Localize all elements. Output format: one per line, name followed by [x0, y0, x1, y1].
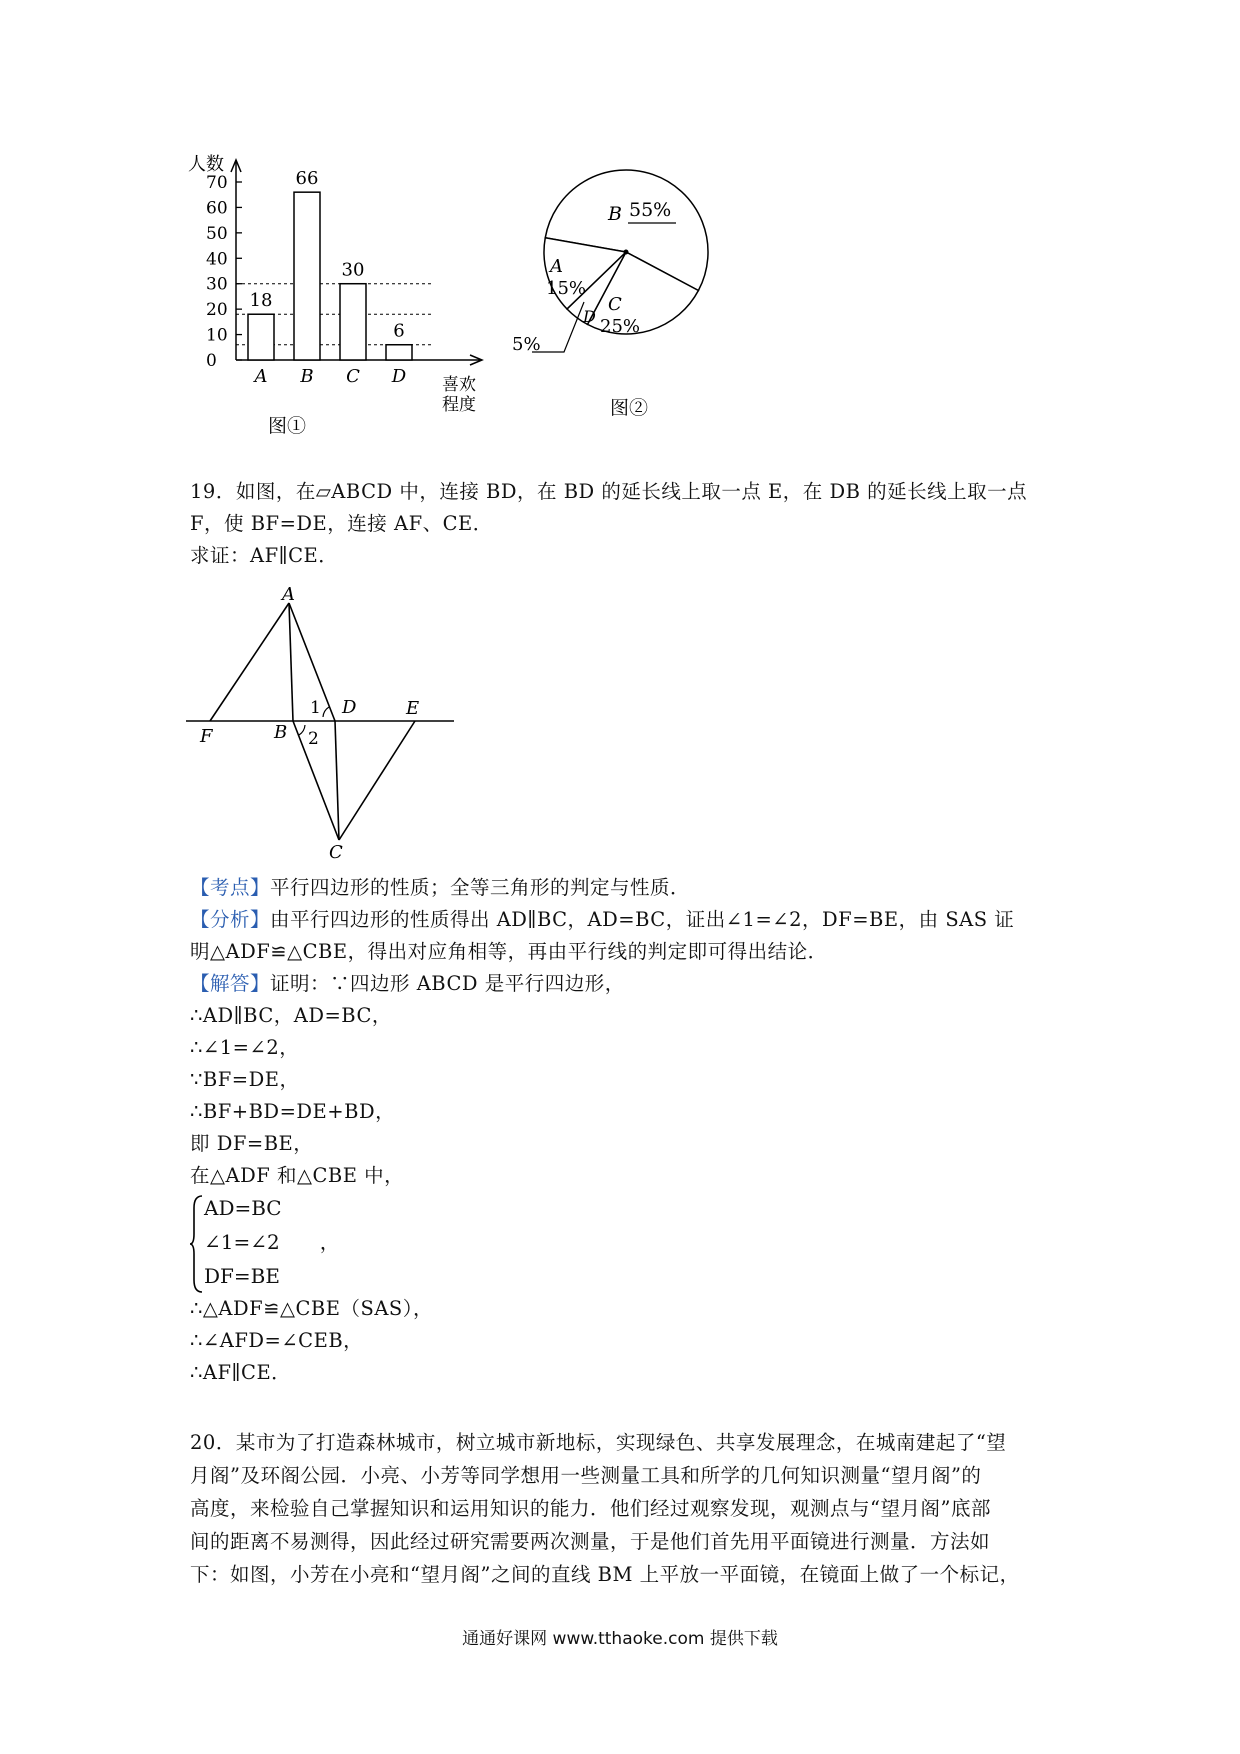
fenxi-text-1: 由平行四边形的性质得出 AD∥BC，AD=BC，证出∠1=∠2，DF=BE，由 SAS 证: [270, 908, 1015, 931]
label-angle-1: 1: [310, 698, 321, 718]
label-e: E: [406, 698, 420, 719]
pie-label-d-pct: 5%: [512, 334, 541, 355]
jieda-text: 证明：∵四边形 ABCD 是平行四边形，: [270, 972, 625, 995]
q20-line: 高度，来检验自己掌握知识和运用知识的能力．他们经过观察发现，观测点与“望月阁”底部: [190, 1497, 991, 1520]
angle-1-arc: [323, 707, 329, 717]
label-d: D: [342, 697, 357, 718]
y-tick-label: 10: [206, 325, 228, 346]
q20-line: 20．某市为了打造森林城市，树立城市新地标，实现绿色、共享发展理念，在城南建起了“望: [190, 1431, 1007, 1454]
kaodian-tag: 【考点】: [190, 876, 271, 899]
fenxi-line1: [190, 904, 1060, 936]
proof-step: 在△ADF 和△CBE 中，: [190, 1164, 405, 1187]
kaodian-text: 平行四边形的性质；全等三角形的判定与性质．: [270, 876, 691, 899]
pie-chart: [512, 150, 730, 440]
bar-a: [248, 314, 274, 360]
q19-conclusion: [190, 1293, 1060, 1389]
system-eq-1: AD=BC: [204, 1196, 282, 1220]
q19-statement: [190, 476, 1060, 572]
proof-step: 即 DF=BE，: [190, 1132, 314, 1155]
bar-c: [340, 284, 366, 360]
pie-label-c: C: [608, 294, 622, 315]
y-tick-label: 40: [206, 249, 228, 270]
bar-category-label: C: [346, 366, 360, 387]
y-tick-label: 0: [206, 351, 217, 371]
angle-2-arc: [299, 725, 305, 735]
x-axis-label-line2: 程度: [442, 395, 476, 415]
page-footer: 通通好课网 www.tthaoke.com 提供下载: [462, 1629, 778, 1649]
final-step: ∴∠AFD=∠CEB，: [190, 1329, 364, 1352]
pie-chart-caption: 图②: [610, 397, 649, 419]
q20-line: 间的距离不易测得，因此经过研究需要两次测量，于是他们首先用平面镜进行测量．方法如: [190, 1530, 991, 1553]
q20-line: 下：如图，小芳在小亮和“望月阁”之间的直线 BM 上平放一平面镜，在镜面上做了一个标记，: [190, 1563, 1020, 1586]
bar-value-label: 30: [341, 259, 365, 281]
kaodian-line: [190, 872, 1060, 904]
bar-value-label: 18: [249, 290, 273, 312]
segment-ab: [289, 603, 293, 721]
system-comma: ，: [319, 1230, 340, 1254]
pie-label-b: B: [608, 203, 622, 225]
segment-ec: [339, 721, 415, 840]
y-tick-label: 70: [206, 173, 228, 193]
segment-af: [210, 603, 289, 721]
q19-geometry-figure: [186, 584, 466, 863]
y-axis-label: 人数: [188, 154, 224, 175]
pie-center-dot: [624, 250, 629, 255]
q19-line2: F，使 BF=DE，连接 AF、CE．: [190, 512, 493, 535]
bar-category-label: D: [391, 366, 407, 387]
q20-statement: [190, 1426, 1060, 1591]
fenxi-tag: 【分析】: [190, 908, 271, 931]
proof-step: ∵BF=DE，: [190, 1068, 300, 1091]
pie-label-b-pct: 55%: [629, 199, 672, 221]
final-step: ∴AF∥CE．: [190, 1361, 292, 1384]
q20-line: 月阁”及环阁公园．小亮、小芳等同学想用一些测量工具和所学的几何知识测量“望月阁”的: [190, 1464, 982, 1487]
label-a: A: [282, 584, 295, 605]
segment-dc: [335, 721, 339, 840]
jieda-line: [190, 968, 1060, 1000]
pie-label-c-pct: 25%: [600, 316, 641, 337]
proof-step: ∴∠1=∠2，: [190, 1036, 300, 1059]
pie-label-a: A: [550, 256, 563, 277]
bar-chart-caption: 图①: [268, 415, 307, 437]
jieda-tag: 【解答】: [190, 972, 271, 995]
q19-line3: 求证：AF∥CE．: [190, 544, 339, 567]
condition-system: [204, 1191, 340, 1293]
proof-step: ∴AD∥BC，AD=BC，: [190, 1004, 392, 1027]
y-tick-label: 60: [206, 198, 228, 219]
system-eq-3: DF=BE: [204, 1264, 280, 1288]
label-f: F: [200, 726, 213, 747]
bar-category-label: A: [254, 366, 268, 387]
system-brace: [190, 1194, 204, 1294]
final-step: ∴△ADF≌△CBE（SAS），: [190, 1297, 434, 1320]
label-angle-2: 2: [308, 729, 319, 749]
pie-label-d: D: [583, 307, 596, 326]
q19-solution: [190, 872, 1060, 1192]
bar-value-label: 66: [295, 168, 319, 190]
pie-label-a-pct: 15%: [546, 278, 587, 299]
system-eq-2: [204, 1225, 340, 1259]
bar-chart: [180, 150, 510, 440]
q19-line1: 19．如图，在▱ABCD 中，连接 BD，在 BD 的延长线上取一点 E，在 DB 的延长线上取一点: [190, 480, 1028, 503]
pie-slice-group: [544, 170, 708, 334]
bar-category-label: B: [300, 366, 314, 387]
y-tick-label: 50: [206, 223, 228, 244]
x-axis-label-line1: 喜欢: [442, 375, 476, 395]
bar-value-label: 6: [393, 320, 405, 342]
system-eq-2-text: ∠1=∠2: [204, 1230, 280, 1254]
proof-step: ∴BF+BD=DE+BD，: [190, 1100, 396, 1123]
bar-group: [248, 168, 412, 387]
fenxi-line2: 明△ADF≌△CBE，得出对应角相等，再由平行线的判定即可得出结论．: [190, 940, 828, 963]
y-tick-label: 30: [206, 274, 228, 295]
label-c: C: [329, 842, 343, 863]
y-tick-label: 20: [206, 300, 228, 321]
label-b: B: [274, 722, 288, 743]
bar-d: [386, 345, 412, 360]
bar-b: [294, 192, 320, 360]
